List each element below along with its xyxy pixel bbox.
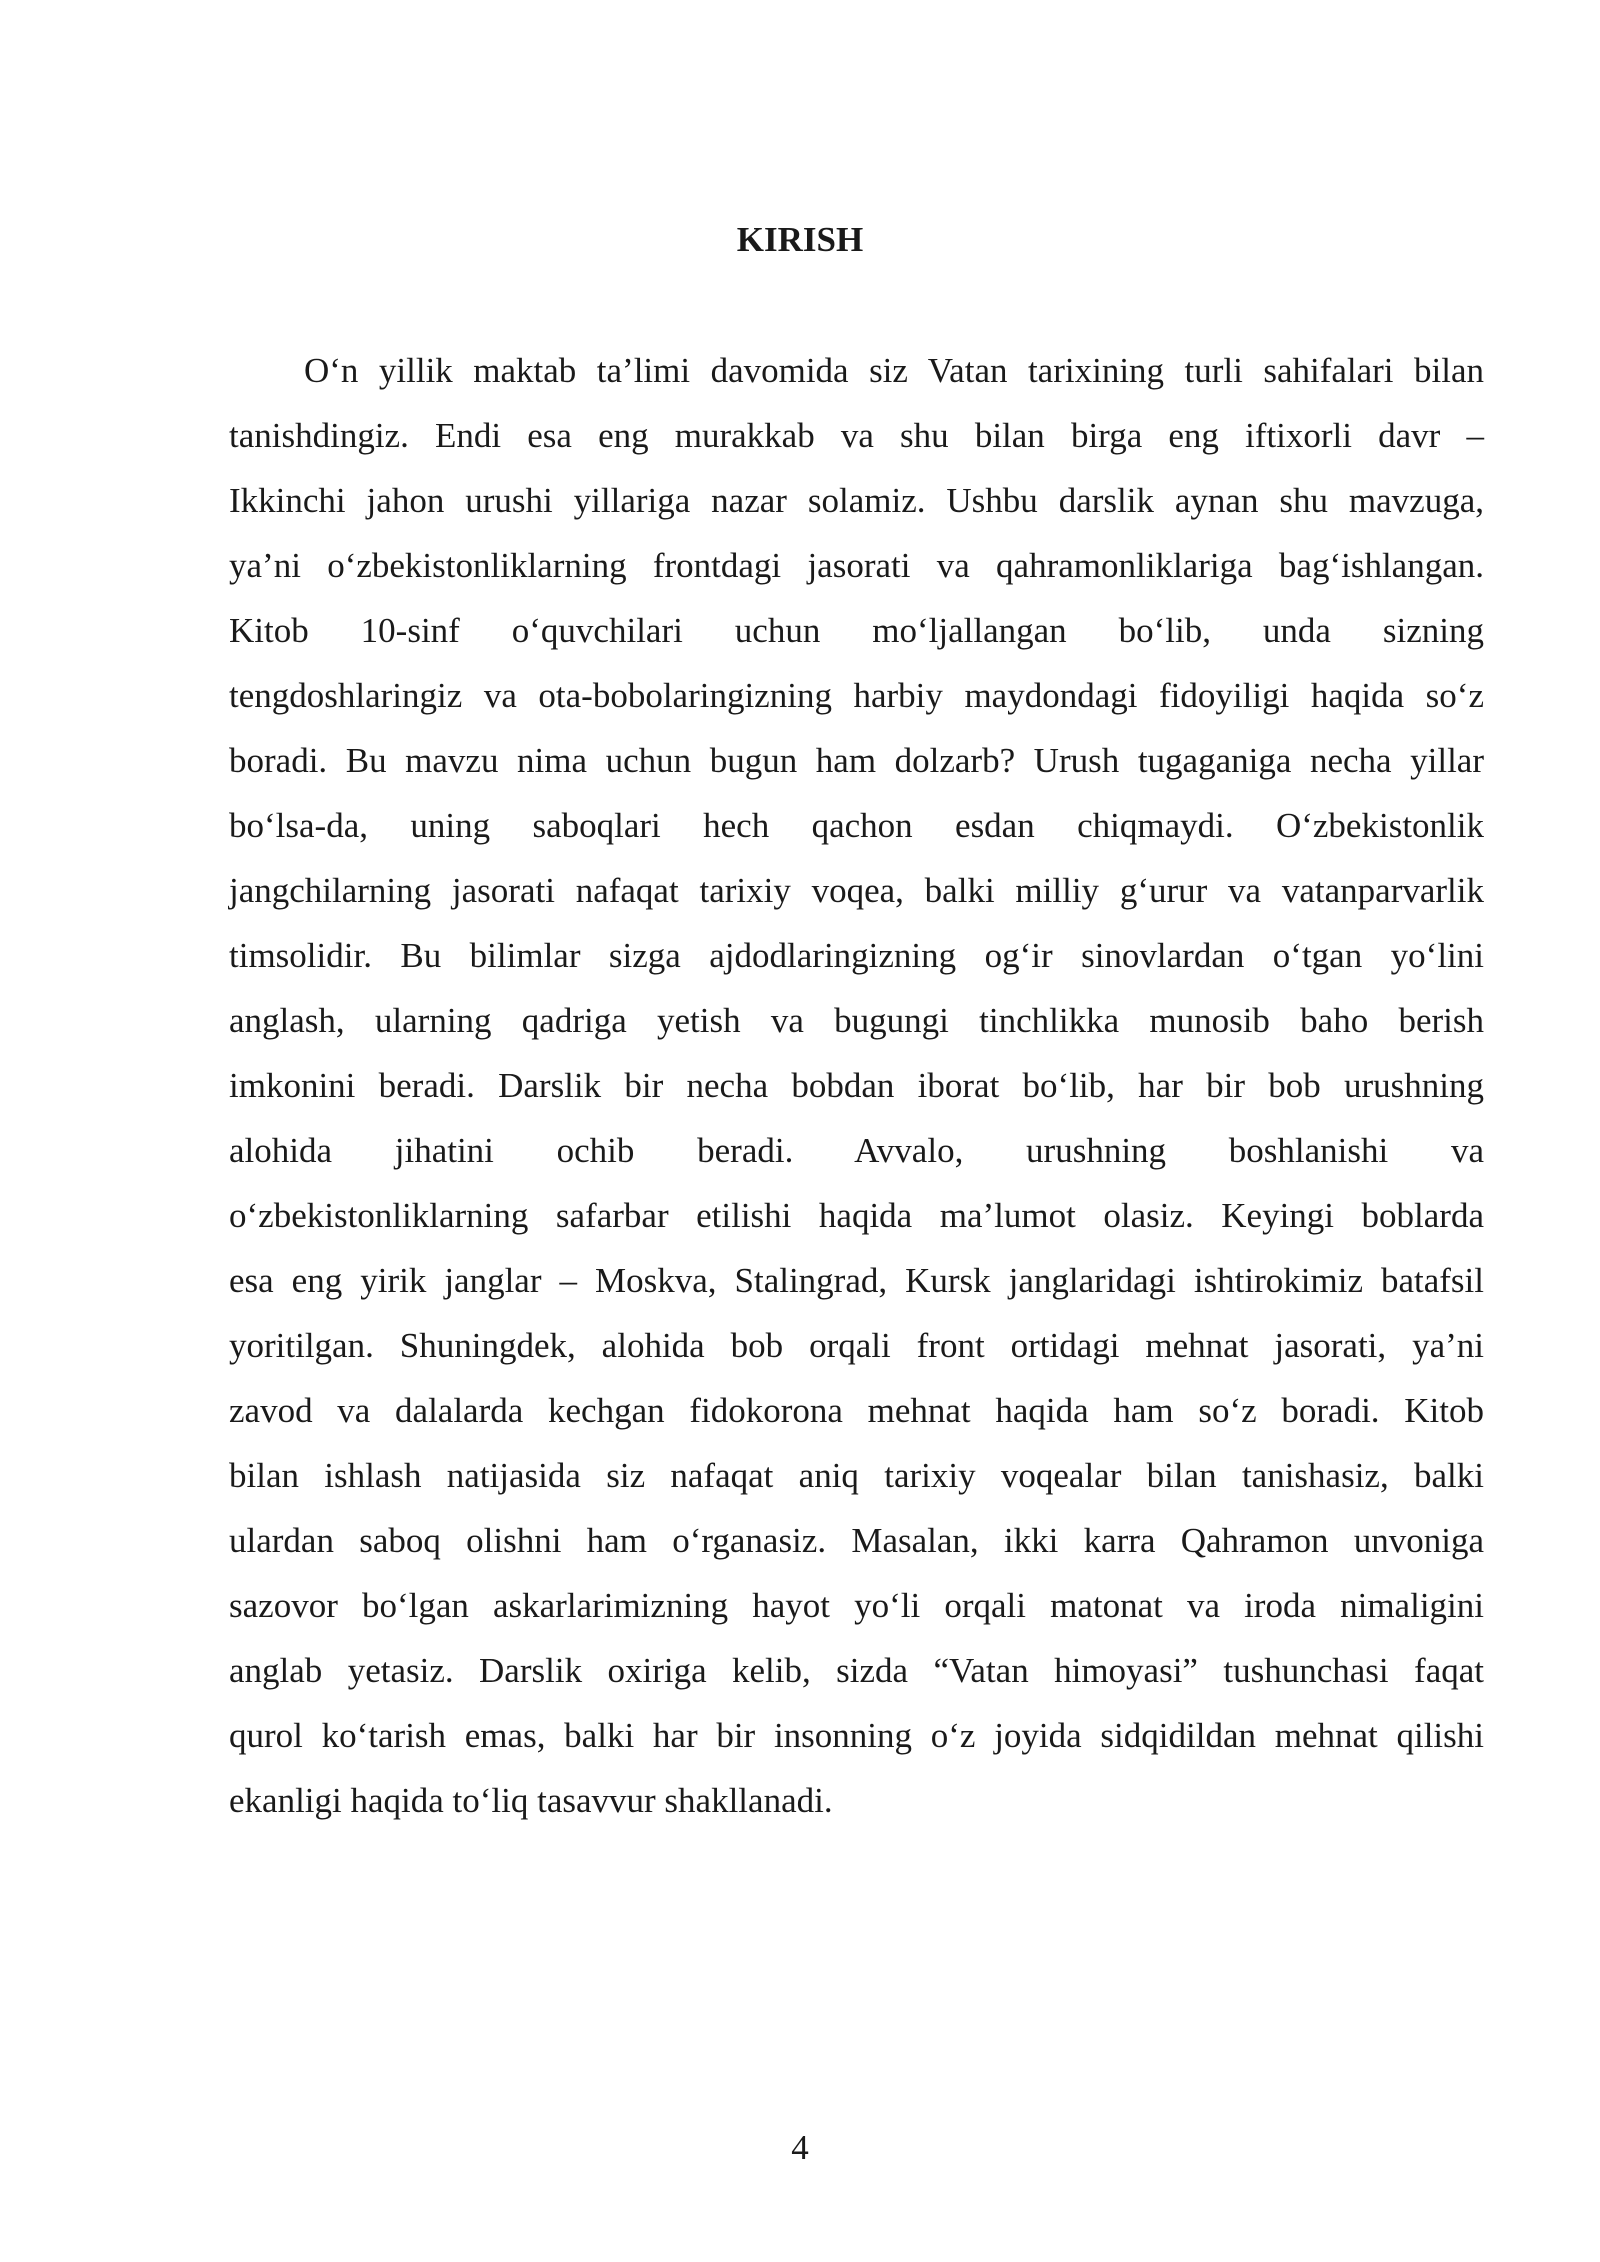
intro-paragraph: [229, 343, 1484, 1838]
paragraph-line: sazovor bo‘lgan askarlarimizning hayot yo‘li orqali matonat va iroda nimaligini: [229, 1586, 1484, 1625]
paragraph-line: Kitob 10-sinf o‘quvchilari uchun mo‘ljallangan bo‘lib, unda sizning: [229, 611, 1484, 650]
paragraph-line: O‘n yillik maktab ta’limi davomida siz Vatan tarixining turli sahifalari bilan: [304, 351, 1484, 390]
paragraph-line: anglab yetasiz. Darslik oxiriga kelib, sizda “Vatan himoyasi” tushunchasi faqat: [229, 1651, 1484, 1690]
paragraph-line: zavod va dalalarda kechgan fidokorona mehnat haqida ham so‘z boradi. Kitob: [229, 1391, 1484, 1430]
paragraph-line: bo‘lsa-da, uning saboqlari hech qachon esdan chiqmaydi. O‘zbekistonlik: [229, 806, 1484, 845]
paragraph-line: o‘zbekistonliklarning safarbar etilishi haqida ma’lumot olasiz. Keyingi boblarda: [229, 1196, 1484, 1235]
paragraph-line: tengdoshlaringiz va ota-bobolaringizning harbiy maydondagi fidoyiligi haqida so‘z: [229, 676, 1484, 715]
paragraph-line: qurol ko‘tarish emas, balki har bir insonning o‘z joyida sidqidildan mehnat qilishi: [229, 1716, 1484, 1755]
page-heading: KIRISH: [736, 220, 864, 259]
paragraph-line: boradi. Bu mavzu nima uchun bugun ham dolzarb? Urush tugaganiga necha yillar: [229, 741, 1484, 780]
paragraph-line: alohida jihatini ochib beradi. Avvalo, urushning boshlanishi va: [229, 1131, 1484, 1170]
paragraph-line: esa eng yirik janglar – Moskva, Stalingrad, Kursk janglaridagi ishtirokimiz batafsil: [229, 1261, 1484, 1300]
paragraph-line: imkonini beradi. Darslik bir necha bobdan iborat bo‘lib, har bir bob urushning: [229, 1066, 1484, 1105]
paragraph-line: timsolidir. Bu bilimlar sizga ajdodlaringizning og‘ir sinovlardan o‘tgan yo‘lini: [229, 936, 1484, 975]
paragraph-line: anglash, ularning qadriga yetish va bugungi tinchlikka munosib baho berish: [229, 1001, 1484, 1040]
paragraph-line: tanishdingiz. Endi esa eng murakkab va shu bilan birga eng iftixorli davr –: [229, 416, 1484, 455]
paragraph-line: ekanligi haqida to‘liq tasavvur shakllanadi.: [229, 1781, 833, 1820]
paragraph-line: bilan ishlash natijasida siz nafaqat aniq tarixiy voqealar bilan tanishasiz, balki: [229, 1456, 1484, 1495]
paragraph-line: Ikkinchi jahon urushi yillariga nazar solamiz. Ushbu darslik aynan shu mavzuga,: [229, 481, 1484, 520]
paragraph-line: yoritilgan. Shuningdek, alohida bob orqali front ortidagi mehnat jasorati, ya’ni: [229, 1326, 1484, 1365]
paragraph-line: ulardan saboq olishni ham o‘rganasiz. Masalan, ikki karra Qahramon unvoniga: [229, 1521, 1484, 1560]
paragraph-line: ya’ni o‘zbekistonliklarning frontdagi jasorati va qahramonliklariga bag‘ishlangan.: [229, 546, 1484, 585]
paragraph-line: jangchilarning jasorati nafaqat tarixiy voqea, balki milliy g‘urur va vatanparvarlik: [229, 871, 1484, 910]
page-number: 4: [791, 2128, 809, 2167]
